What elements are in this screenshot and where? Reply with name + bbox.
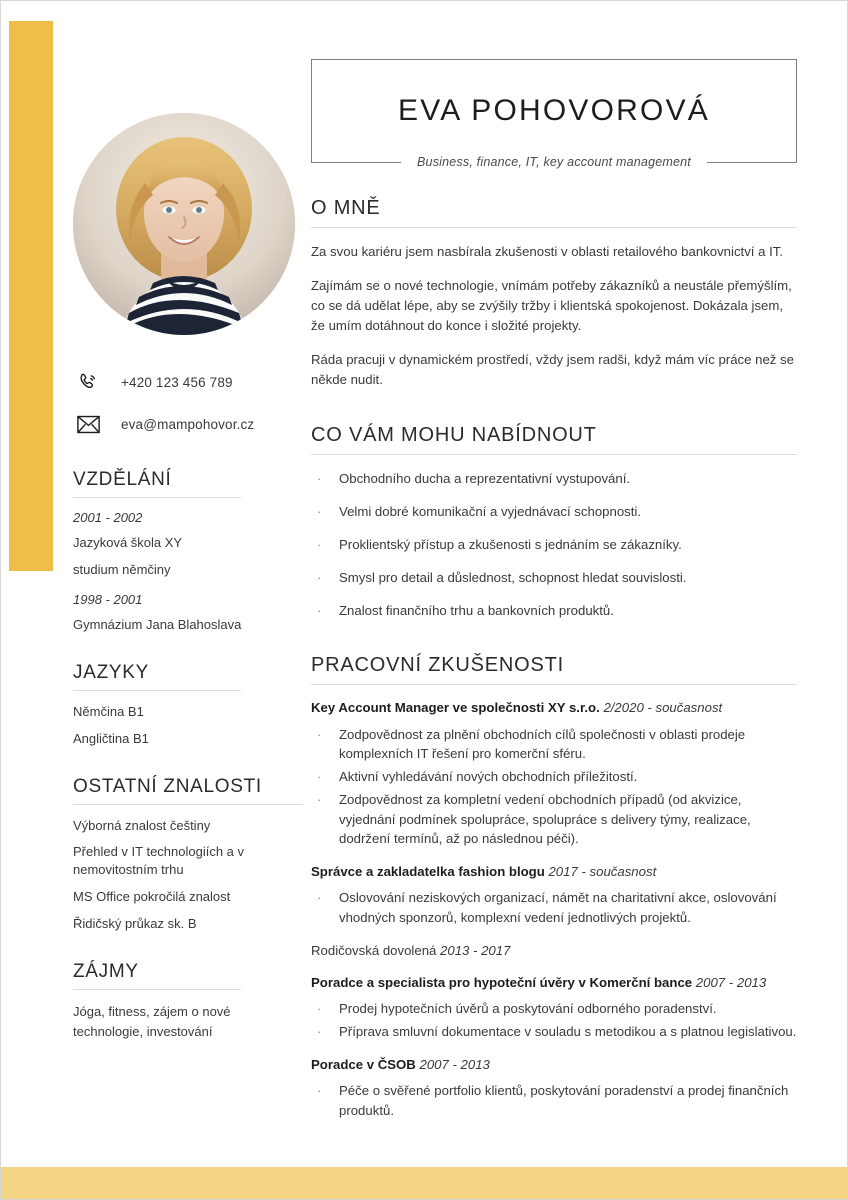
list-item-text: Příprava smluvní dokumentace v souladu s metodikou a s platnou legislativou. — [339, 1024, 797, 1040]
list-item-text: Péče o svěřené portfolio klientů, poskytování poradenství a prodej finančních produktů. — [339, 1083, 789, 1118]
job-title-row — [311, 698, 797, 717]
list-item — [311, 725, 797, 765]
bullet-icon: · — [317, 769, 322, 785]
education-school: Gymnázium Jana Blahoslava — [73, 617, 242, 633]
divider — [73, 690, 241, 691]
section-title-about: O MNĚ — [311, 197, 381, 219]
list-item: Přehled v IT technologiích a v nemovitostním trhu — [73, 844, 245, 878]
section-title-offer: CO VÁM MOHU NABÍDNOUT — [311, 424, 597, 447]
list-item-text: Zodpovědnost za plnění obchodních cílů společnosti v oblasti prodeje komplexních IT řešení pro komerční sféru. — [339, 726, 746, 762]
list-item — [311, 469, 797, 489]
divider — [73, 497, 241, 498]
interests-text: Jóga, fitness, zájem o nové technologie, investování — [73, 1004, 231, 1039]
list-item — [311, 535, 797, 555]
list-item-text: Aktivní vyhledávání nových obchodních příležitostí. — [339, 769, 638, 785]
list-item-text: Znalost finančního trhu a bankovních produktů. — [339, 602, 614, 618]
bullet-icon: · — [317, 791, 322, 807]
divider — [311, 454, 797, 455]
list-item: Výborná znalost češtiny — [73, 817, 211, 833]
about-paragraph: Ráda pracuji v dynamickém prostředí, vždy jsem radši, když mám víc práce než se někde nudit. — [311, 352, 794, 388]
section-experience — [311, 654, 797, 1120]
list-item — [311, 999, 797, 1019]
list-item: Němčina B1 — [73, 703, 144, 719]
section-title-education: VZDĚLÁNÍ — [73, 469, 172, 490]
job-title: Poradce a specialista pro hypoteční úvěry v Komerční bance — [311, 975, 693, 991]
job-title-row — [311, 941, 797, 960]
portrait-photo-icon — [73, 113, 295, 335]
education-dates: 1998 - 2001 — [73, 592, 143, 608]
about-paragraph: Za svou kariéru jsem nasbírala zkušenosti v oblasti retailového bankovnictví a IT. — [311, 244, 784, 259]
job-dates: 2013 - 2017 — [440, 943, 511, 959]
email-address: eva@mampohovor.cz — [121, 416, 255, 432]
divider — [311, 684, 797, 685]
divider — [73, 989, 241, 990]
bullet-icon: · — [317, 504, 322, 520]
job-bullets — [311, 888, 797, 928]
section-title-experience: PRACOVNÍ ZKUŠENOSTI — [311, 654, 565, 677]
sidebar — [73, 113, 303, 1041]
list-item: MS Office pokročilá znalost — [73, 889, 231, 905]
job-title: Správce a zakladatelka fashion blogu — [311, 864, 545, 880]
list-item-text: Smysl pro detail a důslednost, schopnost hledat souvislosti. — [339, 569, 687, 585]
avatar — [73, 113, 295, 335]
section-languages — [73, 662, 303, 748]
section-offer — [311, 424, 797, 620]
name-header-box — [311, 59, 797, 169]
education-entry — [73, 510, 303, 578]
contact-row-phone[interactable] — [73, 365, 303, 399]
education-detail: studium němčiny — [73, 561, 171, 577]
job-dates: 2007 - 2013 — [419, 1056, 490, 1072]
list-item — [311, 767, 797, 787]
experience-entry — [311, 941, 797, 960]
offer-list — [311, 469, 797, 620]
section-title-languages: JAZYKY — [73, 661, 149, 683]
section-about — [311, 197, 797, 390]
job-dates: 2/2020 - současnost — [603, 700, 723, 716]
education-dates: 2001 - 2002 — [73, 510, 143, 525]
job-title-row — [311, 1055, 797, 1074]
list-item-text: Oslovování neziskových organizací, námět na charitativní akce, oslovování vhodných sponzorů, komplexní vedení jednotlivých projektů. — [339, 890, 777, 926]
job-bullets — [311, 1081, 797, 1121]
divider — [311, 227, 797, 228]
bullet-icon: · — [317, 726, 322, 742]
section-education — [73, 469, 303, 634]
envelope-icon — [73, 411, 103, 437]
job-bullets — [311, 725, 797, 850]
bullet-icon: · — [317, 569, 322, 585]
list-item-text: Obchodního ducha a reprezentativní vystupování. — [339, 471, 631, 487]
page-title: EVA POHOVOROVÁ — [398, 94, 710, 127]
bullet-icon: · — [317, 471, 322, 487]
job-title: Rodičovská dovolená — [311, 943, 437, 959]
job-title-row — [311, 862, 797, 881]
list-item — [311, 888, 797, 928]
list-item — [311, 568, 797, 588]
bullet-icon: · — [317, 1024, 322, 1040]
education-entry — [73, 592, 303, 634]
contact-list — [73, 365, 303, 441]
section-title-interests: ZÁJMY — [73, 961, 139, 983]
list-item — [311, 601, 797, 621]
job-bullets — [311, 999, 797, 1042]
list-item-text: Velmi dobré komunikační a vyjednávací schopnosti. — [339, 504, 642, 520]
list-item — [311, 790, 797, 849]
list-item — [311, 502, 797, 522]
bullet-icon: · — [317, 1083, 322, 1099]
job-title: Key Account Manager ve společnosti XY s.r.o. — [311, 700, 600, 716]
list-item-text: Prodej hypotečních úvěrů a poskytování odborného poradenství. — [339, 1001, 717, 1017]
bullet-icon: · — [317, 536, 322, 552]
contact-row-email[interactable] — [73, 407, 303, 441]
list-item-text: Proklientský přístup a zkušenosti s jednáním se zákazníky. — [339, 536, 682, 552]
list-item-text: Zodpovědnost za kompletní vedení obchodních případů (od akvizice, vyjednání podmínek spolupráce, spolupráce s delivery týmy, realizace, dodržení termínů, až po následnou péči). — [339, 791, 751, 847]
bullet-icon: · — [317, 602, 322, 618]
experience-entry — [311, 1055, 797, 1121]
job-title-row — [311, 973, 797, 992]
about-paragraph: Zajímám se o nové technologie, vnímám potřeby zákazníků a neustále přemýšlím, co se dá udělat lépe, aby se zvýšily tržby i klientská spokojenost. Dokázala jsem, že umím dotáhnout do konce i složité projekty. — [311, 278, 792, 334]
list-item: Řidičský průkaz sk. B — [73, 916, 197, 932]
main-column — [311, 59, 797, 1124]
education-school: Jazyková škola XY — [73, 535, 183, 550]
list-item: Angličtina B1 — [73, 730, 149, 746]
phone-number: +420 123 456 789 — [121, 374, 233, 390]
section-title-other-skills: OSTATNÍ ZNALOSTI — [73, 775, 262, 797]
job-dates: 2007 - 2013 — [695, 975, 767, 991]
accent-band-bottom — [1, 1167, 848, 1199]
list-item — [311, 1081, 797, 1121]
section-interests — [73, 961, 303, 1041]
phone-icon — [73, 369, 103, 395]
header-subtitle: Business, finance, IT, key account management — [401, 155, 707, 169]
section-other-skills — [73, 776, 303, 934]
accent-stripe-left — [9, 21, 53, 571]
experience-entry — [311, 862, 797, 928]
experience-entry — [311, 698, 797, 849]
divider — [73, 804, 303, 805]
job-dates: 2017 - současnost — [548, 864, 657, 880]
bullet-icon: · — [317, 890, 322, 906]
bullet-icon: · — [317, 1001, 322, 1017]
list-item — [311, 1022, 797, 1042]
job-title: Poradce v ČSOB — [311, 1056, 416, 1072]
experience-entry — [311, 973, 797, 1042]
